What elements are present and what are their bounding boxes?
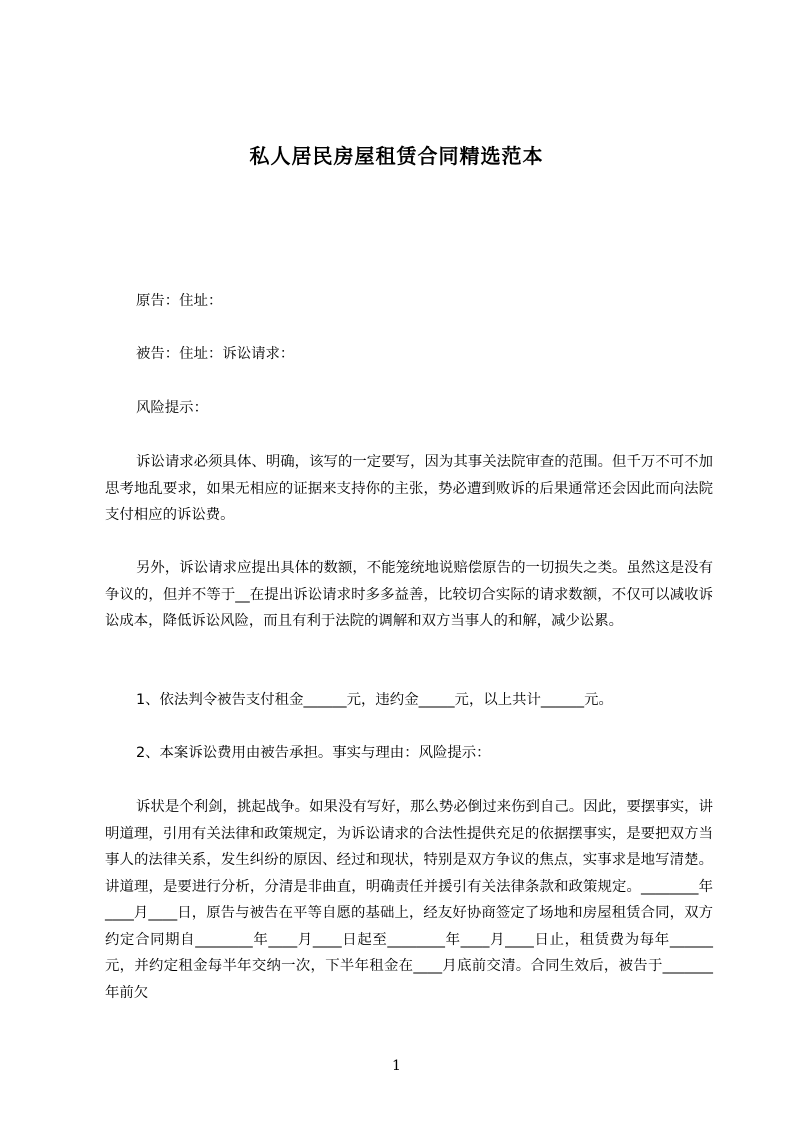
claim-item-2: 2、本案诉讼费用由被告承担。事实与理由：风险提示： [136,745,491,761]
plaintiff-line: 原告：住址： [136,293,223,309]
page-number: 1 [392,1058,401,1074]
claim-amount-paragraph: 另外，诉讼请求应提出具体的数额，不能笼统地说赔偿原告的一切损失之类。虽然这是没有争议的，但并不等于__在提出诉讼请求时多多益善，比较切合实际的请求数额，不仅可以减收诉讼成本，降低诉讼风险，而且有利于法院的调解和双方当事人的和解，减少讼累。 [105,560,713,629]
risk-tip-heading: 风险提示： [136,400,208,416]
facts-and-reasons-paragraph: 诉状是个利剑，挑起战争。如果没有写好，那么势必倒过来伤到自己。因此，要摆事实，讲明道理，引用有关法律和政策规定，为诉讼请求的合法性提供充足的依据摆事实，是要把双方当事人的法律关系，发生纠纷的原因、经过和现状，特别是双方争议的焦点，实事求是地写清楚。讲道理，是要进行分析，分清是非曲直，明确责任并援引有关法律条款和政策规定。________年____月____日，原告与被告在平等自愿的基础上，经友好协商签定了场地和房屋租赁合同，双方约定合同期自________年____月____日起至________年____月____日止，租赁费为每年______元，并约定租金每半年交纳一次，下半年租金在____月底前交清。合同生效后，被告于_______年前欠 [105,799,713,1001]
claim-requirements-paragraph: 诉讼请求必须具体、明确，该写的一定要写，因为其事关法院审查的范围。但千万不可不加思考地乱要求，如果无相应的证据来支持你的主张，势必遭到败诉的后果通常还会因此而向法院支付相应的诉讼费。 [105,454,713,523]
claim-item-1: 1、依法判令被告支付租金______元，违约金_____元，以上共计______元。 [136,692,613,708]
defendant-line: 被告：住址：诉讼请求： [136,346,295,362]
document-title: 私人居民房屋租赁合同精选范本 [249,144,544,168]
